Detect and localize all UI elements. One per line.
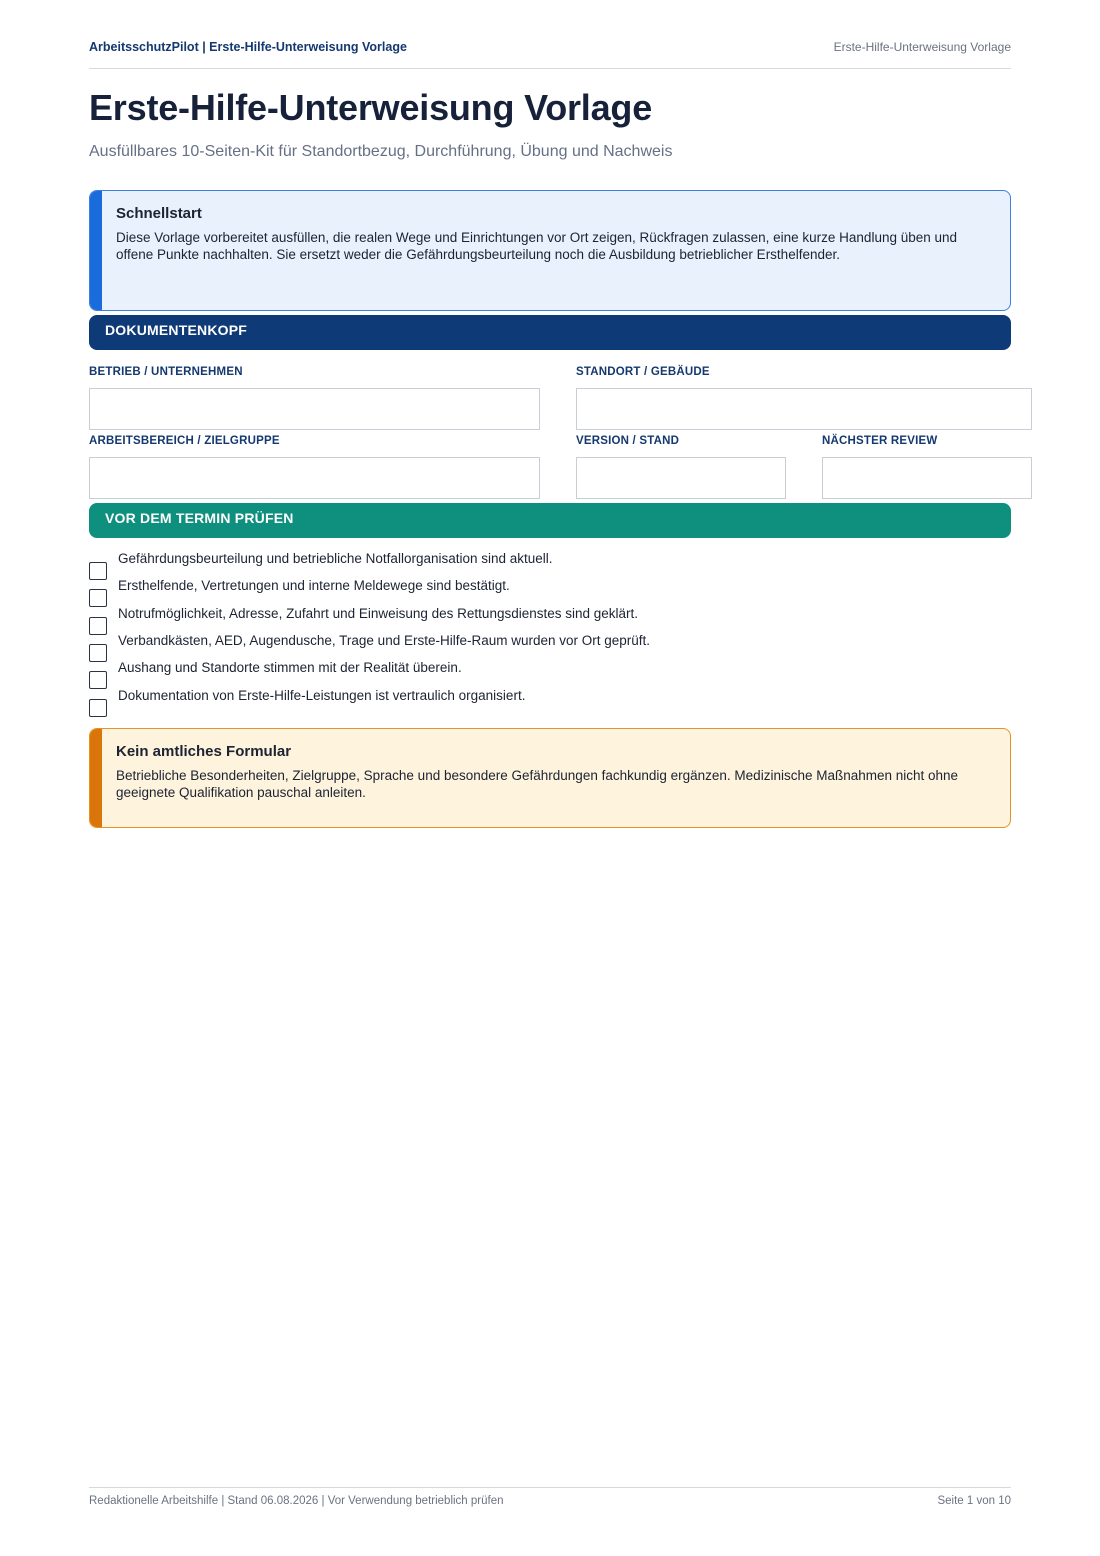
review-field[interactable] [822,457,1032,499]
page-subtitle: Ausfüllbares 10-Seiten-Kit für Standortbezug, Durchführung, Übung und Nachweis [89,143,673,160]
page-title: Erste-Hilfe-Unterweisung Vorlage [89,87,653,128]
quickstart-text: Diese Vorlage vorbereitet ausfüllen, die realen Wege und Einrichtungen vor Ort zeigen, Rückfragen zulassen, eine kurze Handlung üben und offene Punkte nachhalten. Sie ersetzt weder die Gefährdungsbeurteilung noch die Ausbildung betrieblicher Ersthelfender. [116,230,958,262]
checklist-item-text: Gefährdungsbeurteilung und betriebliche Notfallorganisation sind aktuell. [118,551,553,566]
checklist-item [89,578,789,602]
review-label: NÄCHSTER REVIEW [822,435,938,447]
callout-accent-stripe [90,729,102,827]
quickstart-title: Schnellstart [116,205,202,222]
version-field[interactable] [576,457,786,499]
checkbox[interactable] [89,589,107,607]
section-pre-check: VOR DEM TERMIN PRÜFEN [89,503,1011,538]
checkbox[interactable] [89,671,107,689]
checklist-item [89,633,789,657]
standort-label: STANDORT / GEBÄUDE [576,366,710,378]
notice-title: Kein amtliches Formular [116,743,292,760]
footer-note: Redaktionelle Arbeitshilfe | Stand 06.08.2026 | Vor Verwendung betrieblich prüfen [89,1495,504,1507]
notice-text: Betriebliche Besonderheiten, Zielgruppe, Sprache und besondere Gefährdungen fachkundig ergänzen. Medizinische Maßnahmen nicht ohne geeignete Qualifikation pauschal anleiten. [116,768,959,800]
checklist-item [89,688,789,712]
checklist-item [89,606,789,630]
running-header [89,40,1011,69]
betrieb-label: BETRIEB / UNTERNEHMEN [89,366,243,378]
standort-field[interactable] [576,388,1032,430]
page-footer [89,1487,1011,1507]
checklist-item-text: Dokumentation von Erste-Hilfe-Leistungen ist vertraulich organisiert. [118,688,526,703]
section-document-header: DOKUMENTENKOPF [89,315,1011,350]
checklist-item-text: Aushang und Standorte stimmen mit der Realität überein. [118,660,462,675]
callout-accent-stripe [90,191,102,310]
brand-title: ArbeitsschutzPilot | Erste-Hilfe-Unterweisung Vorlage [89,40,407,54]
header-doc-name: Erste-Hilfe-Unterweisung Vorlage [833,40,1011,54]
checkbox[interactable] [89,699,107,717]
betrieb-field[interactable] [89,388,540,430]
page-number: Seite 1 von 10 [937,1495,1011,1507]
checklist-item-text: Ersthelfende, Vertretungen und interne Meldewege sind bestätigt. [118,578,510,593]
notice-callout [89,728,1011,828]
checklist-item [89,551,789,575]
checklist-item-text: Verbandkästen, AED, Augendusche, Trage und Erste-Hilfe-Raum wurden vor Ort geprüft. [118,633,651,648]
checklist-item-text: Notrufmöglichkeit, Adresse, Zufahrt und Einweisung des Rettungsdienstes sind geklärt. [118,606,639,621]
quickstart-callout [89,190,1011,311]
checklist-item [89,660,789,684]
arbeitsbereich-label: ARBEITSBEREICH / ZIELGRUPPE [89,435,280,447]
arbeitsbereich-field[interactable] [89,457,540,499]
version-label: VERSION / STAND [576,435,680,447]
